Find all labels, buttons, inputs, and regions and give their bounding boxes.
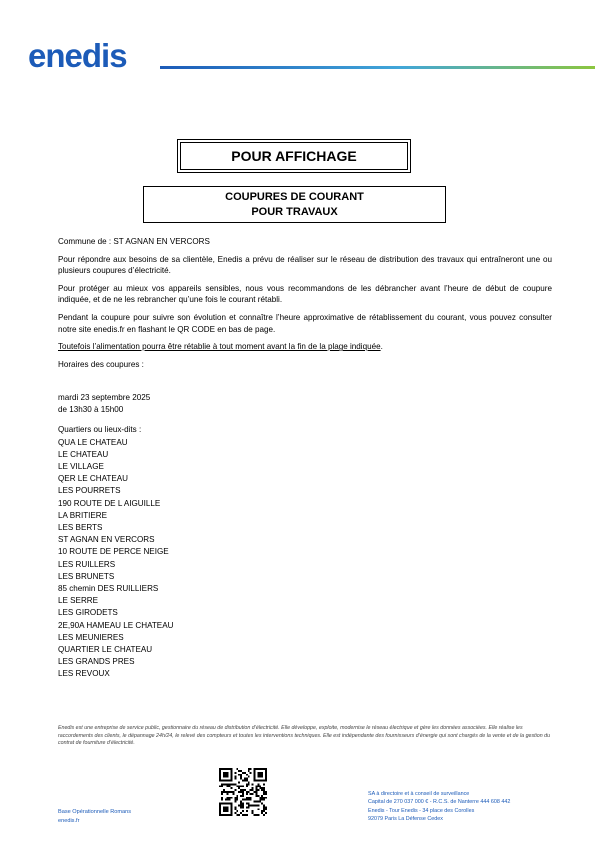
subtitle-box (143, 186, 446, 223)
footer-website-link[interactable]: enedis.fr (58, 818, 80, 824)
footer-right (368, 790, 510, 824)
paragraph-3: Pendant la coupure pour suivre son évolution et connaître l’heure approximative de rétablissement du courant, vous pouvez consulter notre site enedis.fr en flashant le QR CODE en bas de page. (58, 312, 552, 334)
list-item: QUA LE CHATEAU (58, 437, 128, 447)
commune-line: Commune de : ST AGNAN EN VERCORS (58, 237, 210, 246)
subtitle-line-2: POUR TRAVAUX (251, 205, 338, 218)
list-item: LA BRITIERE (58, 510, 108, 520)
list-item: LES POURRETS (58, 486, 121, 496)
schedule-block (58, 392, 552, 416)
footer-left (58, 808, 131, 826)
paragraph-1: Pour répondre aux besoins de sa clientèle, Enedis a prévu de réaliser sur le réseau de distribution des travaux qui entraîneront une ou plusieurs coupures d’électricité. (58, 254, 552, 276)
list-item: 10 ROUTE DE PERCE NEIGE (58, 547, 169, 557)
title-box (180, 142, 408, 170)
header-gradient-line (160, 66, 595, 69)
subtitle-line-1: COUPURES DE COURANT (225, 190, 364, 203)
list-item: LE VILLAGE (58, 461, 104, 471)
list-item: 85 chemin DES RUILLIERS (58, 583, 159, 593)
enedis-logo (28, 40, 156, 72)
list-item: LES BRUNETS (58, 571, 115, 581)
footer-legal-1: SA à directoire et à conseil de surveillance (368, 791, 470, 797)
list-item: LE CHATEAU (58, 449, 109, 459)
list-item: LE SERRE (58, 596, 99, 606)
footer-legal-2: Capital de 270 037 000 € - R.C.S. de Nanterre 444 608 442 (368, 799, 511, 806)
list-item: 2E,90A HAMEAU LE CHATEAU (58, 620, 174, 630)
outage-date: mardi 23 septembre 2025 (58, 393, 151, 403)
restore-notice-text: Toutefois l’alimentation pourra être rétablie à tout moment avant la fin de la plage indiquée (58, 342, 381, 352)
outage-time: de 13h30 à 15h00 (58, 405, 124, 415)
footer-disclaimer: Enedis est une entreprise de service public, gestionnaire du réseau de distribution d’électricité. Elle développe, exploite, modernise le réseau électrique et gère les données associées. Elle réalise les raccordements des clients, le dépannage 24h/24, le relevé des compteurs et toutes les interventions techniques. Elle est indépendante des fournisseurs d’énergie qui sont chargés de la vente et de la gestion du contrat de fourniture d’électricité. (58, 725, 551, 747)
restore-notice (58, 341, 552, 353)
qr-code[interactable] (219, 768, 267, 816)
list-item: 190 ROUTE DE L AIGUILLE (58, 498, 161, 508)
places-list (58, 424, 552, 680)
list-item: QUARTIER LE CHATEAU (58, 645, 153, 654)
paragraph-2: Pour protéger au mieux vos appareils sensibles, nous vous recommandons de les débrancher avant l’heure de début de coupure indiquée, et de ne les rebrancher qu’une fois le courant rétabli. (58, 283, 552, 305)
list-item: LES BERTS (58, 522, 103, 532)
notice-body (58, 236, 552, 681)
list-item: LES MEUNIERES (58, 632, 124, 642)
restore-notice-end: . (380, 342, 383, 352)
list-item: LES REVOUX (58, 669, 110, 679)
list-item: LES RUILLERS (58, 559, 116, 569)
footer-address-1: Enedis - Tour Enedis - 34 place des Corolles (368, 807, 475, 814)
places-label: Quartiers ou lieux-dits : (58, 425, 142, 435)
list-item: QER LE CHATEAU (58, 474, 129, 484)
list-item: ST AGNAN EN VERCORS (58, 535, 155, 545)
page-title: POUR AFFICHAGE (231, 148, 357, 164)
list-item: LES GRANDS PRES (58, 657, 135, 667)
footer-base-name: Base Opérationnelle Romans (58, 809, 132, 815)
schedule-label: Horaires des coupures : (58, 359, 144, 369)
list-item: LES GIRODETS (58, 608, 118, 618)
logo-wordmark: enedis (28, 40, 127, 72)
footer-address-2: 92079 Paris La Défense Cedex (368, 816, 443, 823)
